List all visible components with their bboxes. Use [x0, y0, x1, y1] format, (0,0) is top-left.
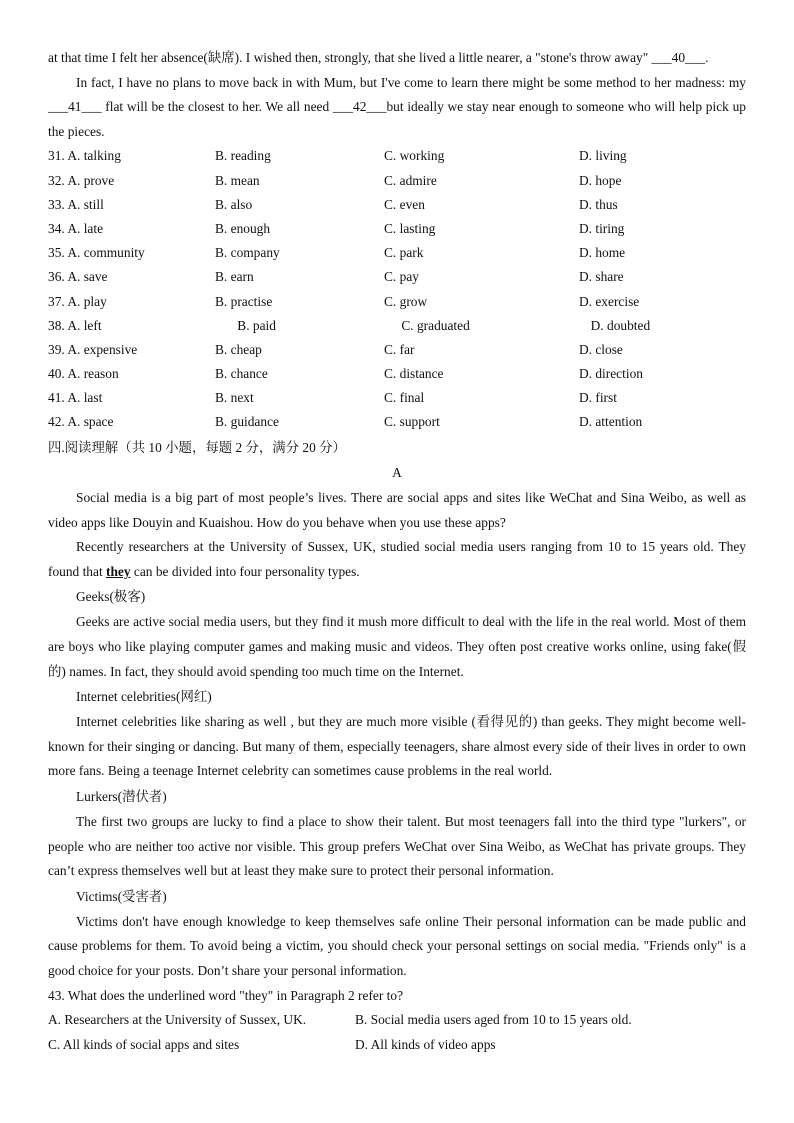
option-d: D. tiring — [579, 220, 625, 236]
option-a: 34. A. late — [48, 220, 104, 236]
option-b: B. next — [215, 390, 254, 406]
option-row-36 — [48, 265, 746, 289]
option-a: 31. A. talking — [48, 148, 121, 164]
option-a: 36. A. save — [48, 269, 108, 285]
option-d: D. share — [579, 269, 624, 285]
passage-label: A — [392, 465, 402, 481]
heading-celebrities: Internet celebrities(网红) — [76, 689, 212, 705]
option-b: B. earn — [215, 269, 254, 285]
option-a: 39. A. expensive — [48, 341, 138, 357]
heading-lurkers: Lurkers(潜伏者) — [76, 788, 167, 804]
option-row-41 — [48, 386, 746, 410]
question-43-stem: 43. What does the underlined word "they" in Paragraph 2 refer to? — [48, 987, 404, 1003]
option-b: B. enough — [215, 220, 271, 236]
option-row-38 — [48, 314, 746, 338]
underlined-keyword: they — [106, 563, 131, 579]
reading-paragraph-1: Social media is a big part of most people’s lives. There are social apps and sites like WeChat and Sina Weibo, as well as video apps like Douyin and Kuaishou. How do you behave when you use these apps? — [48, 490, 746, 530]
question-43-options-row-1 — [48, 1008, 746, 1032]
question-43-options-row-2 — [48, 1033, 746, 1057]
question-43-option-c: C. All kinds of social apps and sites — [48, 1036, 240, 1052]
question-43-option-a: A. Researchers at the University of Sussex, UK. — [48, 1012, 307, 1028]
option-a: 38. A. left — [48, 317, 102, 333]
option-row-35 — [48, 241, 746, 265]
option-b: B. practise — [215, 293, 273, 309]
exam-page — [48, 46, 746, 1057]
option-c: C. working — [384, 148, 445, 164]
paragraph-text: Recently researchers at the University of Sussex, UK, studied social media users ranging from 10 to 15 years old. They found that — [48, 539, 746, 579]
option-c: C. park — [384, 245, 424, 261]
paragraph-celebrities: Internet celebrities like sharing as well , but they are much more visible (看得见的) than geeks. They might become well-known for their singing or dancing. But many of them, especially teenagers, share almost every side of their lives in order to own more fans. Being a teenage Internet celebrity can sometimes cause problems in the real world. — [48, 714, 746, 779]
option-row-31 — [48, 144, 746, 168]
option-c: C. final — [384, 390, 425, 406]
option-a: 32. A. prove — [48, 172, 115, 188]
option-a: 40. A. reason — [48, 366, 119, 382]
option-row-32 — [48, 169, 746, 193]
option-b: B. cheap — [215, 341, 262, 357]
option-d: D. exercise — [579, 293, 640, 309]
paragraph-geeks: Geeks are active social media users, but they find it mush more difficult to deal with the life in the real world. Most of them are boys who like playing computer games and making music and videos. They often post creative works online, using fake(假的) names. In fact, they should avoid spending too much time on the Internet. — [48, 614, 746, 679]
passage-paragraph: In fact, I have no plans to move back in with Mum, but I've come to learn there might be some method to her madness: my ___41___ flat will be the closest to her. We all need ___42___but ideally we stay near enough to someone who will help pick up the pieces. — [48, 74, 746, 139]
option-d: D. hope — [579, 172, 622, 188]
option-c: C. admire — [384, 172, 437, 188]
option-c: C. lasting — [384, 220, 436, 236]
heading-victims: Victims(受害者) — [76, 888, 167, 904]
option-c: C. grow — [384, 293, 428, 309]
question-43-option-d: D. All kinds of video apps — [355, 1036, 496, 1052]
option-c: C. graduated — [401, 317, 470, 333]
option-row-34 — [48, 217, 746, 241]
paragraph-victims: Victims don't have enough knowledge to keep themselves safe online Their personal information can be made public and cause problems for them. To avoid being a victim, you should check your personal settings on social media. "Friends only" is a good choice for your posts. Don’t share your personal information. — [48, 913, 746, 978]
option-d: D. doubted — [590, 317, 651, 333]
option-b: B. mean — [215, 172, 260, 188]
option-a: 37. A. play — [48, 293, 107, 309]
reading-paragraph-2 — [48, 535, 746, 584]
heading-geeks: Geeks(极客) — [76, 589, 146, 605]
option-b: B. guidance — [215, 414, 279, 430]
option-b: B. paid — [237, 317, 276, 333]
option-row-42 — [48, 410, 746, 434]
option-b: B. company — [215, 245, 280, 261]
section-title: 四.阅读理解（共 10 小题，每题 2 分，满分 20 分） — [48, 439, 346, 455]
option-a: 41. A. last — [48, 390, 103, 406]
option-c: C. distance — [384, 366, 444, 382]
paragraph-lurkers: The first two groups are lucky to find a place to show their talent. But most teenagers fall into the third type "lurkers", or people who are neither too active nor visible. This group prefers WeChat over Sina Weibo, as WeChat has private groups. They can’t express themselves well but at least they make sure to protect their personal information. — [48, 813, 746, 879]
option-c: C. pay — [384, 269, 419, 285]
option-b: B. also — [215, 196, 253, 212]
option-row-40 — [48, 362, 746, 386]
option-c: C. support — [384, 414, 440, 430]
option-d: D. close — [579, 341, 623, 357]
passage-line: at that time I felt her absence(缺席). I wished then, strongly, that she lived a little nearer, a "stone's throw away" ___40___. — [48, 50, 709, 65]
option-row-33 — [48, 193, 746, 217]
option-d: D. attention — [579, 414, 643, 430]
question-43-option-b: B. Social media users aged from 10 to 15 years old. — [355, 1012, 632, 1028]
option-b: B. reading — [215, 148, 271, 164]
option-a: 35. A. community — [48, 245, 145, 261]
option-d: D. direction — [579, 366, 643, 382]
option-d: D. thus — [579, 196, 618, 212]
option-a: 33. A. still — [48, 196, 104, 212]
option-c: C. far — [384, 341, 415, 357]
option-d: D. living — [579, 148, 627, 164]
option-d: D. first — [579, 390, 617, 406]
option-c: C. even — [384, 196, 425, 212]
option-row-39 — [48, 338, 746, 362]
option-b: B. chance — [215, 366, 268, 382]
option-a: 42. A. space — [48, 414, 114, 430]
option-d: D. home — [579, 245, 626, 261]
paragraph-text: can be divided into four personality types. — [130, 563, 360, 579]
options-list — [48, 144, 746, 434]
option-row-37 — [48, 290, 746, 314]
